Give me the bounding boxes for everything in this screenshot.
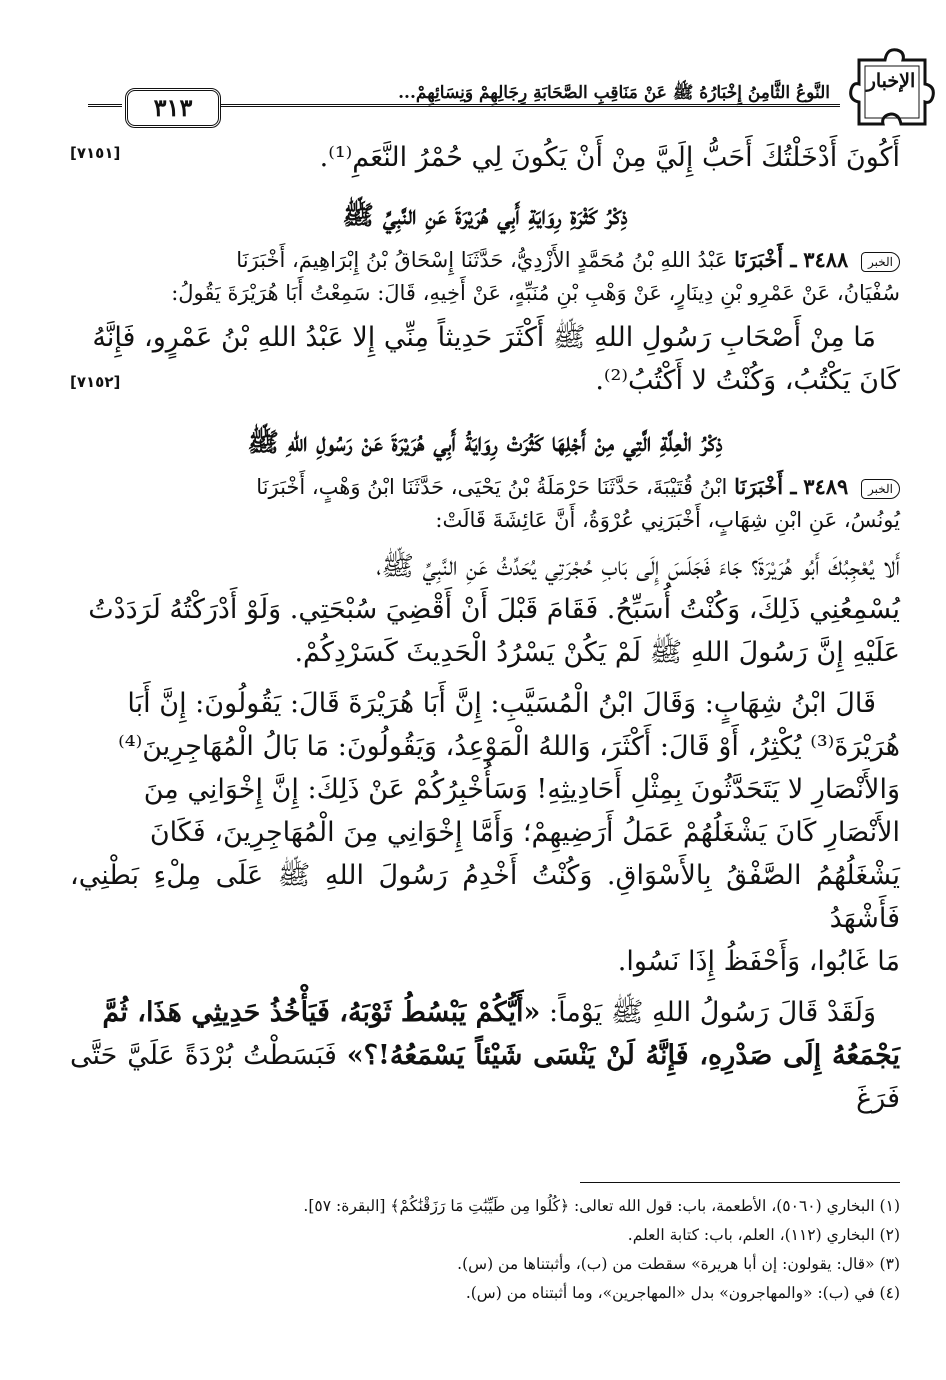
final-paragraph-plain: وَلَقَدْ قَالَ رَسُولُ اللهِ ﷺ يَوْماً: xyxy=(549,997,876,1028)
main-text xyxy=(70,136,900,1120)
khabar-marker-icon: الخبر xyxy=(861,252,900,272)
hadith-3489-chain-line-2: يُونُسُ، عَنِ ابْنِ شِهَابٍ، أَخْبَرَنِي عُرْوَةُ، أَنَّ عَائِشَةَ قَالَتْ: xyxy=(435,508,900,532)
hadith-3489-text-line-1: أَلا يُعْجِبُكَ أَبُو هُرَيْرَةَ؟ جَاءَ فَجَلَسَ إِلَى بَابِ حُجْرَتِي يُحَدِّثُ عَنِ النَّبِيِّ ﷺ، xyxy=(376,551,900,582)
ibn-shihab-line-5: يَشْغَلُهُمُ الصَّفْقُ بِالأَسْوَاقِ. وَكُنْتُ أَخْدِمُ رَسُولَ اللهِ ﷺ عَلَى مِلْءِ بَطْنِي، فَأَشْهَدُ xyxy=(70,860,900,934)
footnote-4: (٤) في (ب): «والمهاجرون» بدل «المهاجرين»، وما أثبتناه من (س). xyxy=(465,1284,900,1302)
footnotes xyxy=(60,1192,900,1308)
header-rule-left xyxy=(88,104,122,107)
footnote-2: (٢) البخاري (١١٢)، العلم، باب: كتابة العلم. xyxy=(627,1226,900,1244)
section-heading-1: ذِكْرُ كَثْرَةِ رِوَايَةِ أَبِي هُرَيْرَةَ عَنِ النَّبِيِّ ﷺ xyxy=(342,201,628,231)
puzzle-badge-icon xyxy=(845,40,937,132)
hadith-number: ٣٤٨٨ xyxy=(803,247,849,272)
hadith-3488-text-line-2 xyxy=(70,359,900,402)
reference-number: [٧١٥١] xyxy=(70,144,121,162)
paragraph-1-text: أَكُونَ أَدْخَلْتُكَ أَحَبُّ إِلَيَّ مِنْ أَنْ يَكُونَ لِي حُمْرُ النَّعَمِ⁽¹⁾. xyxy=(319,142,900,173)
khabar-marker-icon: الخبر xyxy=(861,479,900,499)
hadith-lead: ـ أَخْبَرَنَا xyxy=(734,247,797,272)
final-paragraph-line-2 xyxy=(70,1034,900,1120)
hadith-number: ٣٤٨٩ xyxy=(803,474,849,499)
hadith-3489-text-line-3: عَلَيْهِ إِنَّ رَسُولَ اللهِ ﷺ لَمْ يَكُنْ يَسْرُدُ الْحَدِيثَ كَسَرْدِكُمْ. xyxy=(294,637,900,668)
page-number: ٣١٣ xyxy=(125,88,221,128)
final-paragraph-line-1 xyxy=(70,991,900,1034)
chain-text: ابْنُ قُتَيْبَةَ، حَدَّثَنَا حَرْمَلَةُ بْنُ يَحْيَى، حَدَّثَنَا ابْنُ وَهْبٍ، أَخْبَرَنَا xyxy=(256,475,728,499)
hadith-3489-chain-line-1 xyxy=(70,470,900,504)
final-paragraph-end: فَبَسَطْتُ بُرْدَةً عَلَيَّ حَتَّى فَرَغَ xyxy=(70,1040,900,1114)
ibn-shihab-line-1: قَالَ ابْنُ شِهَابٍ: وَقَالَ ابْنُ الْمُسَيَّبِ: إِنَّ أَبَا هُرَيْرَةَ قَالَ: يَقُولُونَ: إِنَّ أَبَا xyxy=(127,688,876,719)
paragraph-1 xyxy=(70,136,900,179)
final-paragraph-quote: «أَيُّكُمْ يَبْسُطُ ثَوْبَهُ، فَيَأْخُذُ حَدِيثِي هَذَا، ثُمَّ xyxy=(102,997,541,1028)
hadith-3488-text-end: كَانَ يَكْتُبُ، وَكُنْتُ لا أَكْتُبُ⁽²⁾. xyxy=(595,365,900,396)
page-header xyxy=(70,40,916,130)
footnote-3: (٣) «قال: يقولون: إن أبا هريرة» سقطت من (ب)، وأثبتناها من (س). xyxy=(457,1255,900,1273)
ibn-shihab-line-6: مَا غَابُوا، وَأَحْفَظُ إِذَا نَسُوا. xyxy=(617,946,900,977)
chain-text: عَبْدُ اللهِ بْنُ مُحَمَّدٍ الأَزْدِيُّ، حَدَّثَنَا إِسْحَاقُ بْنُ إِبْرَاهِيمَ، أَخْبَرَنَا xyxy=(236,248,728,272)
final-paragraph-quote-end: يَجْمَعُهُ إِلَى صَدْرِهِ، فَإِنَّهُ لَنْ يَنْسَى شَيْئاً يَسْمَعُهُ!؟» xyxy=(346,1040,900,1071)
hadith-3488-chain-line-1 xyxy=(70,243,900,277)
ibn-shihab-line-4: الأَنْصَارِ كَانَ يَشْغَلُهُمْ عَمَلُ أَرَضِيهِمْ؛ وَأَمَّا إِخْوَانِي مِنَ الْمُهَاجِرِينَ، فَكَانَ xyxy=(149,817,900,848)
ibn-shihab-line-3: وَالأَنْصَارِ لا يَتَحَدَّثُونَ بِمِثْلِ أَحَادِيثِهِ! وَسَأُخْبِرُكُمْ عَنْ ذَلِكَ: إِنَّ إِخْوَانِي مِنَ xyxy=(143,774,900,805)
hadith-lead: ـ أَخْبَرَنَا xyxy=(734,474,797,499)
footnote-separator xyxy=(580,1182,900,1183)
reference-number: [٧١٥٢] xyxy=(70,373,121,391)
hadith-3489-text-line-2: يُسْمِعُنِي ذَلِكَ، وَكُنْتُ أُسَبِّحُ. فَقَامَ قَبْلَ أَنْ أَقْضِيَ سُبْحَتِي. وَلَوْ أَدْرَكْتُهُ لَرَدَدْتُ xyxy=(88,594,900,625)
hadith-3488-chain-line-2: سُفْيَانُ، عَنْ عَمْرِو بْنِ دِينَارٍ، عَنْ وَهْبِ بْنِ مُنَبِّهٍ، عَنْ أَخِيهِ، قَالَ: سَمِعْتُ أَبَا هُرَيْرَةَ يَقُولُ: xyxy=(171,281,900,305)
corner-label: الإخبار xyxy=(866,70,916,92)
ibn-shihab-line-2: هُرَيْرَةَ⁽³⁾ يُكْثِرُ، أَوْ قَالَ: أَكْثَرَ، وَاللهُ الْمَوْعِدُ، وَيَقُولُونَ: مَا بَالُ الْمُهَاجِرِينَ⁽⁴⁾ xyxy=(118,731,900,762)
section-heading-2: ذِكْرُ الْعِلَّةِ الَّتِي مِنْ أَجْلِهَا كَثُرَتْ رِوَايَةُ أَبِي هُرَيْرَةَ عَنْ رَسُولِ اللهِ ﷺ xyxy=(247,428,723,458)
hadith-3488-text-line-1: مَا مِنْ أَصْحَابِ رَسُولِ اللهِ ﷺ أَكْثَرَ حَدِيثاً مِنِّي إِلا عَبْدُ اللهِ بْنُ عَمْرٍو، فَإِنَّهُ xyxy=(92,322,876,353)
footnote-1: (١) البخاري (٥٠٦٠)، الأطعمة، باب: قول الله تعالى: ﴿كُلُوا مِن طَيِّبَٰتِ مَا رَزَقْنَٰكُمْ﴾ [البقرة: ٥٧]. xyxy=(303,1197,900,1215)
running-head: النَّوعُ الثَّامِنُ إِخْبَارُهُ ﷺ عَنْ مَنَاقِبِ الصَّحَابَةِ رِجَالِهِمْ وَنِسَائِهِمْ... xyxy=(398,83,830,103)
